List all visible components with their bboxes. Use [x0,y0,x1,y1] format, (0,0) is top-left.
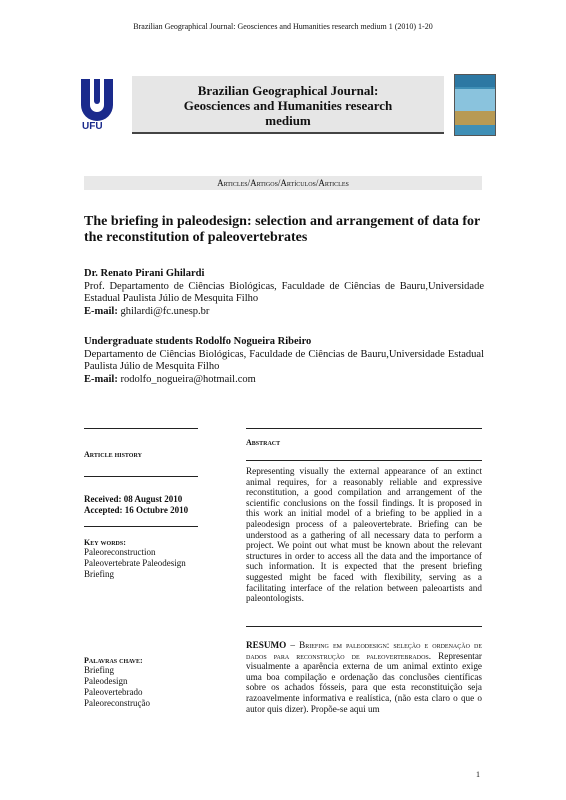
abstract-heading: Abstract [246,438,281,447]
received-date: Received: 08 August 2010 [84,494,183,504]
keyword-item: Paleovertebrate Paleodesign [84,558,186,568]
author-email: ghilardi@fc.unesp.br [120,305,210,317]
author-name: Undergraduate students Rodolfo Nogueira Ribeiro [84,336,312,347]
author-block-1 [84,268,484,318]
logo-text: UFU [82,121,103,132]
keywords-block [84,538,186,580]
article-history-label: Article history [84,450,142,459]
abstract-text: Representing visually the external appearance of an extinct animal requires, for a reasonably reliable and expressive reconstitution, a good compilation and arrangement of the scientific conclusions on the fossil findings. It is proposed in this work an initial model of a briefing to be applied in a paleodesign process of a paleovertebrate. Briefing can be understood as a gathering of all necessary data to perform a project. We point out what must be known about the relevant structures in order to access all the data and the importance of such information. It is expected that the present briefing suggested might be faced with flexibility, serving as a facilitating interface of the relation between paleoartists and paleontologists. [246,466,482,604]
palavra-chave-item: Paleoreconstrução [84,698,150,708]
resumo-title: Briefing em paleodesign: seleção e ordenação de dados para reconstrução de paleovertebrados. [246,640,482,661]
author-email: rodolfo_nogueira@hotmail.com [120,373,256,385]
email-label: E-mail: [84,305,118,317]
palavra-chave-item: Briefing [84,665,114,675]
section-label: Articles/Artigos/Artículos/Articles [84,176,482,190]
journal-cover-image [454,74,496,136]
divider [246,428,482,429]
author-affiliation: Departamento de Ciências Biológicas, Faculdade de Ciências de Bauru,Universidade Estadual Paulista Júlio de Mesquita Filho [84,348,484,372]
resumo-body: Representar visualmente a aparência externa de um animal extinto exige uma boa compilação e ordenação das conclusões científicas sobre os achados fósseis, para que esta reconstituição seja razoavelmente informativa e realística, (não esta claro o que o autor quis dizer). Propõe-se aqui um [246,650,482,714]
palavras-chave-block [84,656,150,709]
article-history [84,494,188,516]
author-name: Dr. Renato Pirani Ghilardi [84,268,205,279]
author-block-2 [84,336,484,386]
palavra-chave-item: Paleovertebrado [84,687,143,697]
divider [246,626,482,627]
palavras-chave-label: Palavras chave: [84,656,143,665]
author-affiliation: Prof. Departamento de Ciências Biológicas, Faculdade de Ciências de Bauru,Universidade Estadual Paulista Júlio de Mesquita Filho [84,280,484,304]
keyword-item: Briefing [84,569,114,579]
journal-title: Brazilian Geographical Journal: Geosciences and Humanities research medium [132,76,444,134]
resumo-text: RESUMO – Briefing em paleodesign: seleção e ordenação de dados para reconstrução de paleovertebrados. Representar visualmente a aparência externa de um animal extinto exige uma boa compilação e ordenação das conclusões científicas sobre os achados fósseis, para que esta reconstituição seja razoavelmente informativa e realística, (não esta claro o que o autor quis dizer). Propõe-se aqui um [246,640,482,714]
divider [84,476,198,477]
resumo-heading: RESUMO [246,640,287,650]
palavra-chave-item: Paleodesign [84,676,128,686]
running-header: Brazilian Geographical Journal: Geosciences and Humanities research medium 1 (2010) 1-20 [133,22,433,31]
journal-banner [72,72,494,138]
accepted-date: Accepted: 16 Octubre 2010 [84,505,189,515]
email-label: E-mail: [84,373,118,385]
divider [246,460,482,461]
article-title: The briefing in paleodesign: selection and arrangement of data for the reconstitution of paleovertebrates [84,214,481,245]
page-number: 1 [476,770,480,779]
keyword-item: Paleoreconstruction [84,547,156,557]
divider [84,428,198,429]
keywords-label: Key words: [84,538,126,547]
divider [84,526,198,527]
